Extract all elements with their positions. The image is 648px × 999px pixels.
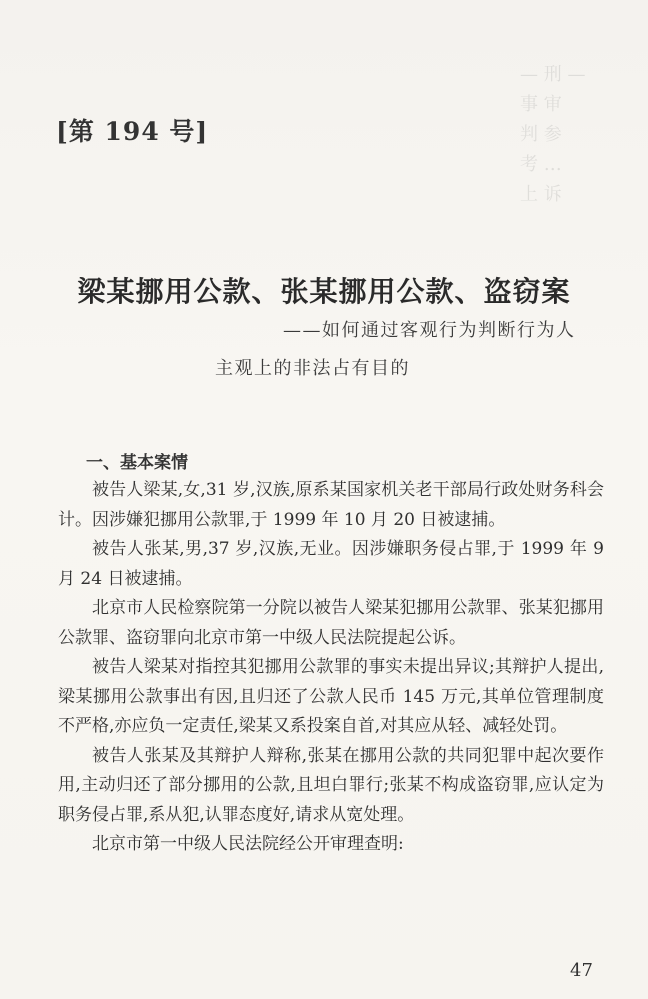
paragraph-defendant-liang: 被告人梁某,女,31 岁,汉族,原系某国家机关老干部局行政处财务科会计。因涉嫌犯挪用公款罪,于 1999 年 10 月 20 日被逮捕。 — [58, 480, 604, 530]
case-subtitle-line-1: ——如何通过客观行为判断行为人 — [283, 320, 576, 341]
case-number: [第 194 号] — [56, 117, 209, 146]
case-subtitle-line-2: 主观上的非法占有目的 — [215, 358, 410, 379]
paragraph-court-findings: 北京市第一中级人民法院经公开审理查明: — [92, 834, 404, 854]
case-title: 梁某挪用公款、张某挪用公款、盗窃案 — [77, 275, 571, 308]
section-heading: 一、基本案情 — [86, 453, 188, 473]
paragraph-liang-defense: 被告人梁某对指控其犯挪用公款罪的事实未提出异议;其辩护人提出,梁某挪用公款事出有因,且归还了公款人民币 145 万元,其单位管理制度不严格,亦应负一定责任,梁某又系投案自首,对其应从轻、减轻处罚。 — [58, 657, 604, 736]
paragraph-defendant-zhang: 被告人张某,男,37 岁,汉族,无业。因涉嫌职务侵占罪,于 1999 年 9 月 24 日被逮捕。 — [58, 539, 604, 589]
paragraph-zhang-defense: 被告人张某及其辩护人辩称,张某在挪用公款的共同犯罪中起次要作用,主动归还了部分挪用的公款,且坦白罪行;张某不构成盗窃罪,应认定为职务侵占罪,系从犯,认罪态度好,请求从宽处理。 — [58, 745, 604, 825]
paragraph-prosecution: 北京市人民检察院第一分院以被告人梁某犯挪用公款罪、张某犯挪用公款罪、盗窃罪向北京市第一中级人民法院提起公诉。 — [58, 598, 604, 648]
page-number: 47 — [570, 960, 593, 981]
reverse-page-bleed-through: — 刑 — 事 审 判 参 考 … 上 诉 — [520, 64, 586, 205]
case-facts-body — [58, 476, 604, 860]
